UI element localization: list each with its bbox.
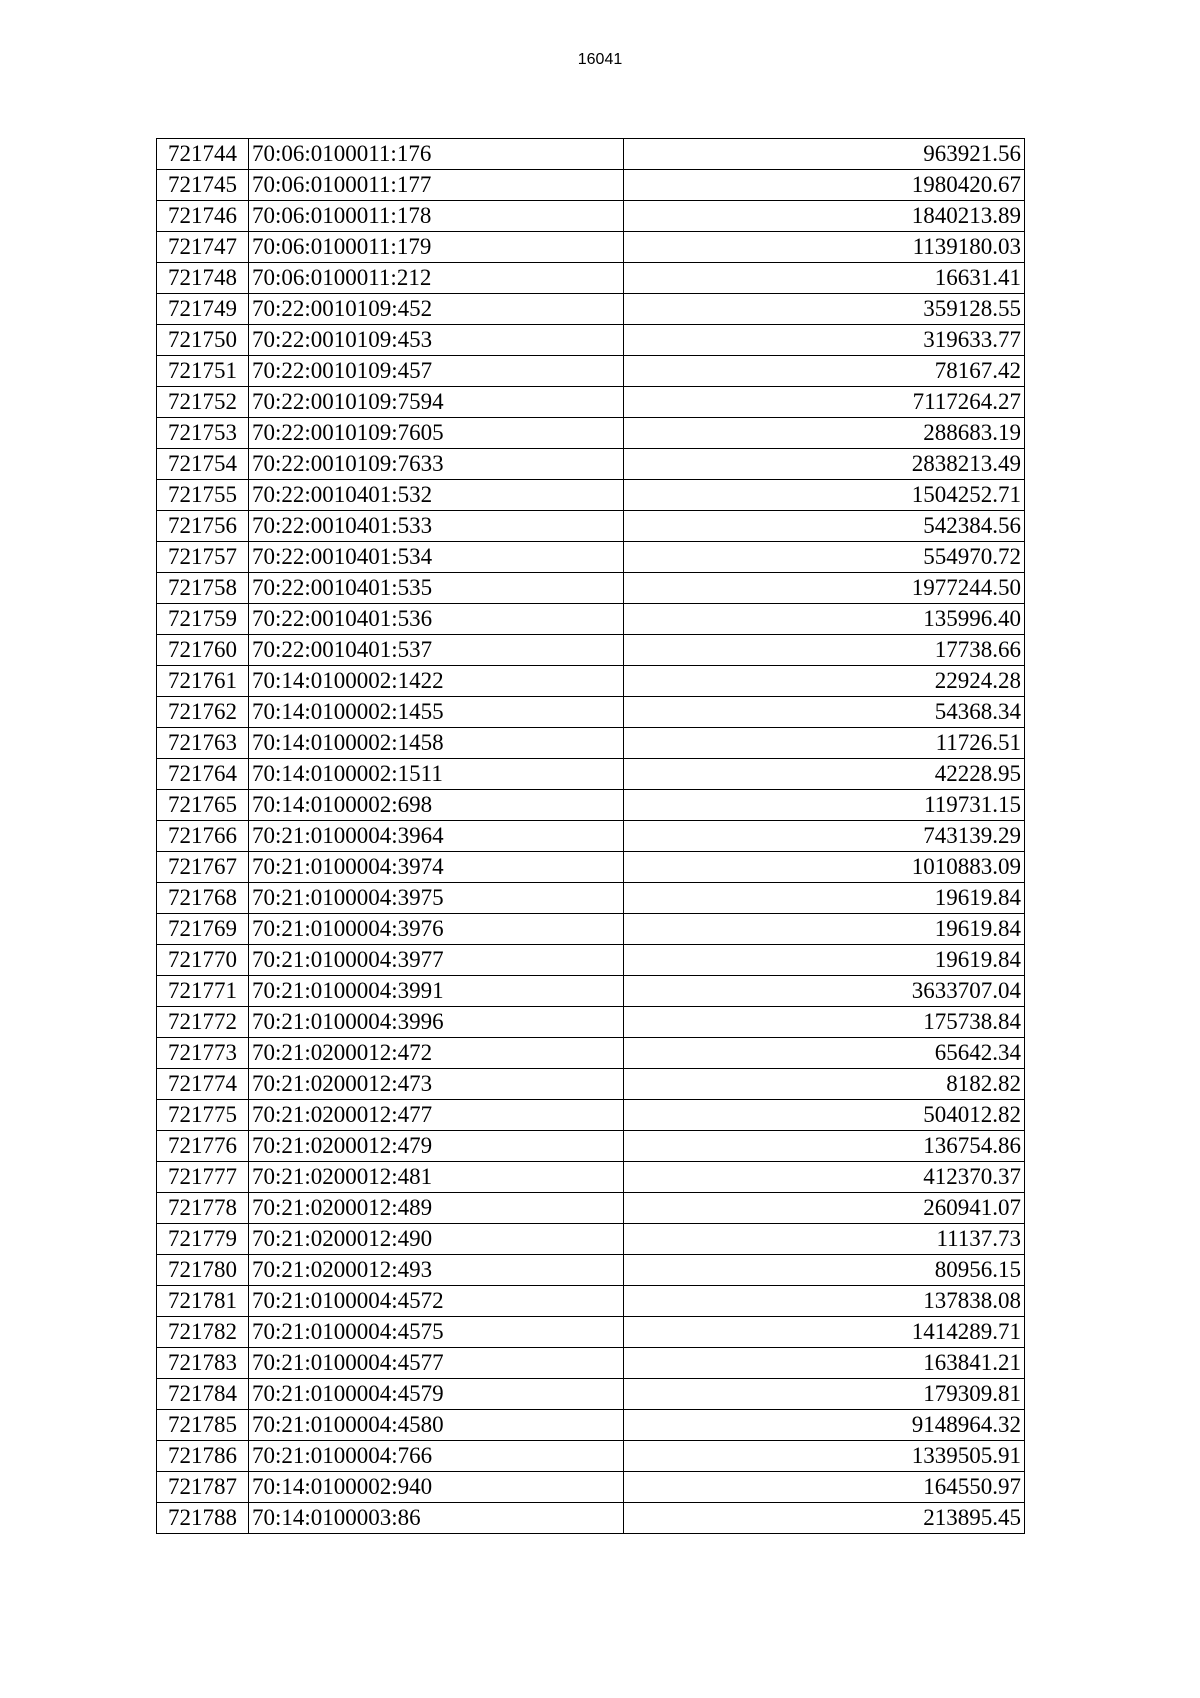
table-row [157, 1441, 1025, 1472]
table-row [157, 1348, 1025, 1379]
record-id-cell: 721773 [157, 1038, 249, 1069]
value-cell: 743139.29 [624, 821, 1025, 852]
cadastral-number-cell: 70:06:0100011:178 [249, 201, 624, 232]
cadastral-number-cell: 70:06:0100011:177 [249, 170, 624, 201]
table-row [157, 604, 1025, 635]
table-row [157, 232, 1025, 263]
table-row [157, 1410, 1025, 1441]
record-id-cell: 721764 [157, 759, 249, 790]
record-id-cell: 721756 [157, 511, 249, 542]
record-id-cell: 721770 [157, 945, 249, 976]
value-cell: 9148964.32 [624, 1410, 1025, 1441]
table-row [157, 542, 1025, 573]
value-cell: 179309.81 [624, 1379, 1025, 1410]
cadastral-number-cell: 70:14:0100002:1422 [249, 666, 624, 697]
records-table [156, 138, 1025, 1534]
cadastral-number-cell: 70:21:0200012:490 [249, 1224, 624, 1255]
record-id-cell: 721745 [157, 170, 249, 201]
table-row [157, 1131, 1025, 1162]
cadastral-number-cell: 70:06:0100011:179 [249, 232, 624, 263]
table-row [157, 1255, 1025, 1286]
value-cell: 42228.95 [624, 759, 1025, 790]
table-row [157, 790, 1025, 821]
record-id-cell: 721787 [157, 1472, 249, 1503]
value-cell: 11137.73 [624, 1224, 1025, 1255]
value-cell: 319633.77 [624, 325, 1025, 356]
table-row [157, 697, 1025, 728]
cadastral-number-cell: 70:21:0100004:3977 [249, 945, 624, 976]
value-cell: 136754.86 [624, 1131, 1025, 1162]
value-cell: 135996.40 [624, 604, 1025, 635]
cadastral-number-cell: 70:21:0100004:3996 [249, 1007, 624, 1038]
record-id-cell: 721760 [157, 635, 249, 666]
cadastral-number-cell: 70:21:0100004:4579 [249, 1379, 624, 1410]
record-id-cell: 721746 [157, 201, 249, 232]
value-cell: 7117264.27 [624, 387, 1025, 418]
value-cell: 163841.21 [624, 1348, 1025, 1379]
table-row [157, 914, 1025, 945]
table-row [157, 728, 1025, 759]
cadastral-number-cell: 70:21:0100004:4572 [249, 1286, 624, 1317]
table-row [157, 1069, 1025, 1100]
cadastral-number-cell: 70:21:0200012:473 [249, 1069, 624, 1100]
record-id-cell: 721749 [157, 294, 249, 325]
record-id-cell: 721757 [157, 542, 249, 573]
cadastral-number-cell: 70:22:0010109:452 [249, 294, 624, 325]
table-row [157, 759, 1025, 790]
cadastral-number-cell: 70:21:0100004:4575 [249, 1317, 624, 1348]
record-id-cell: 721769 [157, 914, 249, 945]
cadastral-number-cell: 70:21:0100004:3975 [249, 883, 624, 914]
record-id-cell: 721765 [157, 790, 249, 821]
cadastral-number-cell: 70:22:0010109:7605 [249, 418, 624, 449]
table-row [157, 1379, 1025, 1410]
record-id-cell: 721785 [157, 1410, 249, 1441]
cadastral-number-cell: 70:14:0100002:940 [249, 1472, 624, 1503]
cadastral-number-cell: 70:14:0100002:1455 [249, 697, 624, 728]
record-id-cell: 721772 [157, 1007, 249, 1038]
records-table-body [157, 139, 1025, 1534]
cadastral-number-cell: 70:21:0100004:766 [249, 1441, 624, 1472]
value-cell: 504012.82 [624, 1100, 1025, 1131]
cadastral-number-cell: 70:06:0100011:212 [249, 263, 624, 294]
record-id-cell: 721758 [157, 573, 249, 604]
table-row [157, 418, 1025, 449]
value-cell: 1339505.91 [624, 1441, 1025, 1472]
cadastral-number-cell: 70:22:0010109:7594 [249, 387, 624, 418]
value-cell: 19619.84 [624, 883, 1025, 914]
value-cell: 22924.28 [624, 666, 1025, 697]
value-cell: 16631.41 [624, 263, 1025, 294]
page-number: 16041 [577, 51, 623, 68]
record-id-cell: 721774 [157, 1069, 249, 1100]
table-row [157, 1224, 1025, 1255]
table-row [157, 387, 1025, 418]
value-cell: 3633707.04 [624, 976, 1025, 1007]
record-id-cell: 721748 [157, 263, 249, 294]
record-id-cell: 721771 [157, 976, 249, 1007]
record-id-cell: 721779 [157, 1224, 249, 1255]
value-cell: 175738.84 [624, 1007, 1025, 1038]
table-row [157, 325, 1025, 356]
value-cell: 1414289.71 [624, 1317, 1025, 1348]
value-cell: 2838213.49 [624, 449, 1025, 480]
record-id-cell: 721763 [157, 728, 249, 759]
value-cell: 17738.66 [624, 635, 1025, 666]
value-cell: 1840213.89 [624, 201, 1025, 232]
cadastral-number-cell: 70:22:0010109:453 [249, 325, 624, 356]
table-row [157, 852, 1025, 883]
record-id-cell: 721755 [157, 480, 249, 511]
record-id-cell: 721753 [157, 418, 249, 449]
value-cell: 164550.97 [624, 1472, 1025, 1503]
table-row [157, 821, 1025, 852]
record-id-cell: 721768 [157, 883, 249, 914]
cadastral-number-cell: 70:22:0010401:533 [249, 511, 624, 542]
value-cell: 65642.34 [624, 1038, 1025, 1069]
table-row [157, 883, 1025, 914]
record-id-cell: 721777 [157, 1162, 249, 1193]
record-id-cell: 721754 [157, 449, 249, 480]
value-cell: 137838.08 [624, 1286, 1025, 1317]
cadastral-number-cell: 70:21:0100004:3991 [249, 976, 624, 1007]
cadastral-number-cell: 70:21:0200012:479 [249, 1131, 624, 1162]
table-row [157, 1317, 1025, 1348]
table-row [157, 511, 1025, 542]
table-row [157, 945, 1025, 976]
value-cell: 1980420.67 [624, 170, 1025, 201]
value-cell: 542384.56 [624, 511, 1025, 542]
table-row [157, 1193, 1025, 1224]
cadastral-number-cell: 70:14:0100002:1458 [249, 728, 624, 759]
record-id-cell: 721784 [157, 1379, 249, 1410]
record-id-cell: 721780 [157, 1255, 249, 1286]
record-id-cell: 721759 [157, 604, 249, 635]
record-id-cell: 721783 [157, 1348, 249, 1379]
cadastral-number-cell: 70:22:0010109:457 [249, 356, 624, 387]
cadastral-number-cell: 70:21:0200012:489 [249, 1193, 624, 1224]
value-cell: 554970.72 [624, 542, 1025, 573]
cadastral-number-cell: 70:21:0100004:3974 [249, 852, 624, 883]
value-cell: 11726.51 [624, 728, 1025, 759]
table-row [157, 666, 1025, 697]
cadastral-number-cell: 70:21:0100004:3976 [249, 914, 624, 945]
value-cell: 1977244.50 [624, 573, 1025, 604]
table-row [157, 1286, 1025, 1317]
cadastral-number-cell: 70:21:0200012:493 [249, 1255, 624, 1286]
cadastral-number-cell: 70:22:0010401:537 [249, 635, 624, 666]
cadastral-number-cell: 70:14:0100003:86 [249, 1503, 624, 1534]
value-cell: 412370.37 [624, 1162, 1025, 1193]
cadastral-number-cell: 70:21:0100004:4577 [249, 1348, 624, 1379]
table-row [157, 139, 1025, 170]
value-cell: 1139180.03 [624, 232, 1025, 263]
record-id-cell: 721761 [157, 666, 249, 697]
table-row [157, 1007, 1025, 1038]
record-id-cell: 721776 [157, 1131, 249, 1162]
table-row [157, 1472, 1025, 1503]
cadastral-number-cell: 70:21:0200012:472 [249, 1038, 624, 1069]
table-row [157, 976, 1025, 1007]
table-row [157, 356, 1025, 387]
record-id-cell: 721752 [157, 387, 249, 418]
value-cell: 80956.15 [624, 1255, 1025, 1286]
record-id-cell: 721782 [157, 1317, 249, 1348]
record-id-cell: 721750 [157, 325, 249, 356]
table-row [157, 294, 1025, 325]
table-row [157, 170, 1025, 201]
table-row [157, 449, 1025, 480]
record-id-cell: 721762 [157, 697, 249, 728]
cadastral-number-cell: 70:22:0010401:532 [249, 480, 624, 511]
cadastral-number-cell: 70:21:0200012:477 [249, 1100, 624, 1131]
value-cell: 359128.55 [624, 294, 1025, 325]
value-cell: 963921.56 [624, 139, 1025, 170]
cadastral-number-cell: 70:22:0010401:535 [249, 573, 624, 604]
value-cell: 119731.15 [624, 790, 1025, 821]
cadastral-number-cell: 70:22:0010401:536 [249, 604, 624, 635]
value-cell: 19619.84 [624, 945, 1025, 976]
value-cell: 213895.45 [624, 1503, 1025, 1534]
cadastral-number-cell: 70:21:0200012:481 [249, 1162, 624, 1193]
record-id-cell: 721781 [157, 1286, 249, 1317]
table-row [157, 1038, 1025, 1069]
table-row [157, 263, 1025, 294]
table-row [157, 635, 1025, 666]
table-row [157, 201, 1025, 232]
cadastral-number-cell: 70:21:0100004:4580 [249, 1410, 624, 1441]
table-row [157, 1162, 1025, 1193]
table-row [157, 1503, 1025, 1534]
value-cell: 1010883.09 [624, 852, 1025, 883]
cadastral-number-cell: 70:14:0100002:698 [249, 790, 624, 821]
table-row [157, 480, 1025, 511]
cadastral-number-cell: 70:21:0100004:3964 [249, 821, 624, 852]
value-cell: 19619.84 [624, 914, 1025, 945]
cadastral-number-cell: 70:22:0010401:534 [249, 542, 624, 573]
record-id-cell: 721747 [157, 232, 249, 263]
value-cell: 288683.19 [624, 418, 1025, 449]
record-id-cell: 721744 [157, 139, 249, 170]
record-id-cell: 721767 [157, 852, 249, 883]
record-id-cell: 721778 [157, 1193, 249, 1224]
record-id-cell: 721786 [157, 1441, 249, 1472]
record-id-cell: 721775 [157, 1100, 249, 1131]
value-cell: 54368.34 [624, 697, 1025, 728]
table-row [157, 573, 1025, 604]
value-cell: 1504252.71 [624, 480, 1025, 511]
cadastral-number-cell: 70:06:0100011:176 [249, 139, 624, 170]
value-cell: 260941.07 [624, 1193, 1025, 1224]
value-cell: 78167.42 [624, 356, 1025, 387]
cadastral-number-cell: 70:22:0010109:7633 [249, 449, 624, 480]
record-id-cell: 721788 [157, 1503, 249, 1534]
cadastral-number-cell: 70:14:0100002:1511 [249, 759, 624, 790]
record-id-cell: 721766 [157, 821, 249, 852]
table-row [157, 1100, 1025, 1131]
value-cell: 8182.82 [624, 1069, 1025, 1100]
record-id-cell: 721751 [157, 356, 249, 387]
